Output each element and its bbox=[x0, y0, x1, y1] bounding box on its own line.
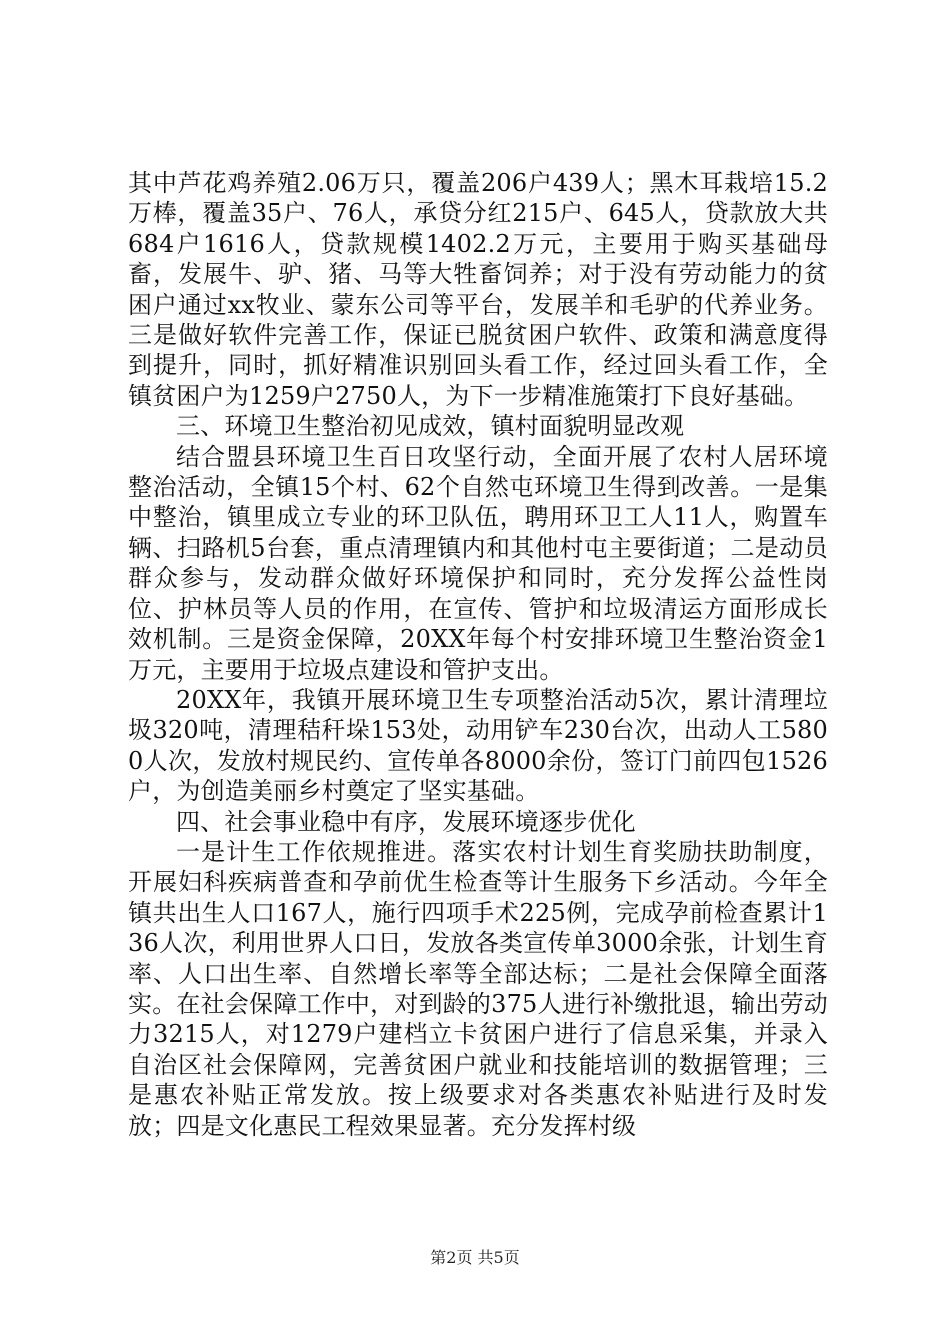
section-heading-environment: 三、环境卫生整治初见成效，镇村面貌明显改观 bbox=[176, 412, 685, 441]
document-body bbox=[128, 168, 828, 1141]
paragraph-environment-campaign: 结合盟县环境卫生百日攻坚行动，全面开展了农村人居环境整治活动，全镇15个村、62个自然屯环境卫生得到改善。一是集中整治，镇里成立专业的环卫队伍，聘用环卫工人11人，购置车辆、扫路机5台套，重点清理镇内和其他村屯主要街道；二是动员群众参与，发动群众做好环境保护和同时，充分发挥公益性岗位、护林员等人员的作用，在宣传、管护和垃圾清运方面形成长效机制。三是资金保障，20XX年每个村安排环境卫生整治资金1万元，主要用于垃圾点建设和管护支出。 bbox=[128, 442, 828, 684]
page-footer: 第2页 共5页 bbox=[430, 1248, 520, 1267]
section-heading-social: 四、社会事业稳中有序，发展环境逐步优化 bbox=[176, 807, 636, 836]
paragraph-social-affairs: 一是计生工作依规推进。落实农村计划生育奖励扶助制度，开展妇科疾病普查和孕前优生检查等计生服务下乡活动。今年全镇共出生人口167人，施行四项手术225例，完成孕前检查累计136人次，利用世界人口日，发放各类宣传单3000余张，计划生育率、人口出生率、自然增长率等全部达标；二是社会保障全面落实。在社会保障工作中，对到龄的375人进行补缴批退，输出劳动力3215人，对1279户建档立卡贫困户进行了信息采集，并录入自治区社会保障网，完善贫困户就业和技能培训的数据管理；三是惠农补贴正常发放。按上级要求对各类惠农补贴进行及时发放；四是文化惠民工程效果显著。充分发挥村级 bbox=[128, 837, 828, 1140]
paragraph-environment-results: 20XX年，我镇开展环境卫生专项整治活动5次，累计清理垃圾320吨，清理秸秆垛153处，动用铲车230台次，出动人工5800人次，发放村规民约、宣传单各8000余份，签订门前四包1526户，为创造美丽乡村奠定了坚实基础。 bbox=[128, 685, 828, 806]
paragraph-poverty-continued: 其中芦花鸡养殖2.06万只，覆盖206户439人；黑木耳栽培15.2万棒，覆盖35户、76人，承贷分红215户、645人，贷款放大共684户1616人，贷款规模1402.2万元，主要用于购买基础母畜，发展牛、驴、猪、马等大牲畜饲养；对于没有劳动能力的贫困户通过xx牧业、蒙东公司等平台，发展羊和毛驴的代养业务。三是做好软件完善工作，保证已脱贫困户软件、政策和满意度得到提升，同时，抓好精准识别回头看工作，经过回头看工作，全镇贫困户为1259户2750人，为下一步精准施策打下良好基础。 bbox=[128, 169, 828, 410]
